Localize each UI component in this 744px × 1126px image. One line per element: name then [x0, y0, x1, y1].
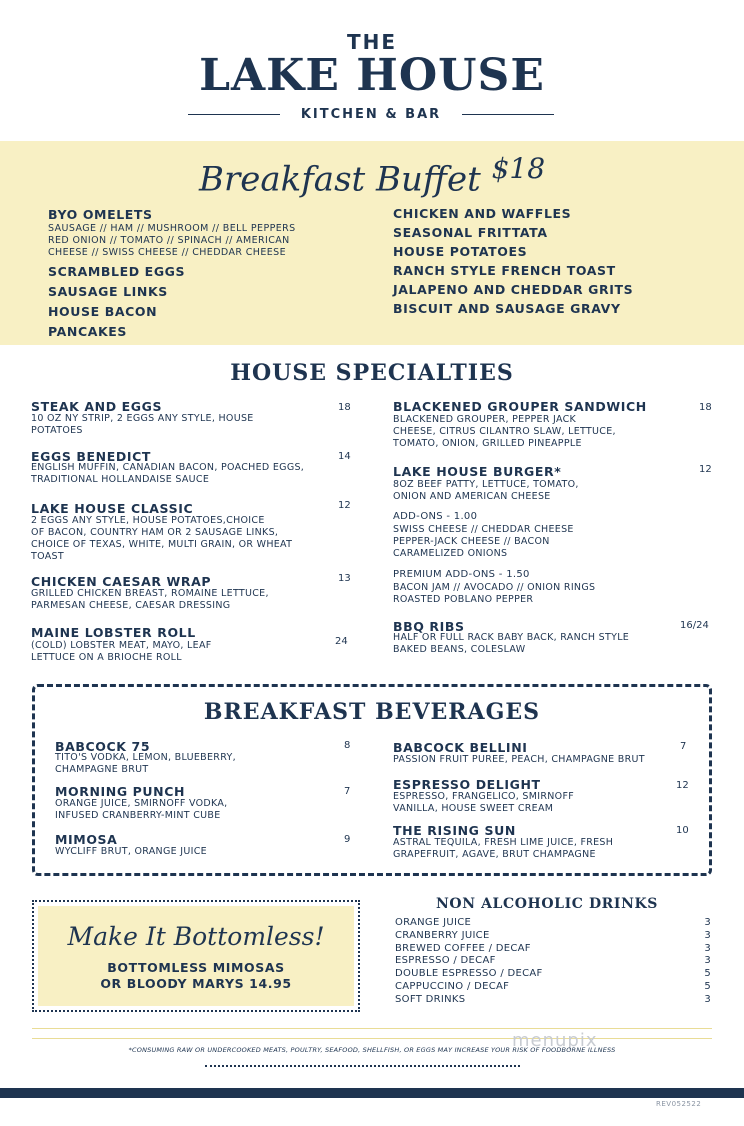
buffet-item: PANCAKES	[48, 324, 128, 339]
beverage-desc: TITO'S VODKA, LEMON, BLUEBERRY, CHAMPAGNE BRUT	[55, 752, 236, 775]
drink-price: 3	[704, 917, 711, 928]
revision-code: REV052522	[656, 1100, 702, 1108]
list-item	[395, 968, 711, 981]
buffet-item: SAUSAGE LINKS	[48, 284, 168, 299]
drink-price: 3	[704, 942, 711, 954]
non-alcoholic-title: NON ALCOHOLIC DRINKS	[436, 896, 658, 912]
buffet-title	[0, 152, 744, 199]
menu-item-price: 13	[338, 573, 351, 584]
addons-heading: ADD-ONS - 1.00	[393, 511, 478, 522]
menu-item-desc: GRILLED CHICKEN BREAST, ROMAINE LETTUCE, PARMESAN CHEESE, CAESAR DRESSING	[31, 588, 269, 611]
buffet-price: $18	[491, 152, 546, 185]
divider	[32, 1038, 712, 1039]
menu-item-desc: BLACKENED GROUPER, PEPPER JACK CHEESE, CITRUS CILANTRO SLAW, LETTUCE, TOMATO, ONION, GRILLED PINEAPPLE	[393, 414, 616, 449]
menu-item-name: CHICKEN CAESAR WRAP	[31, 574, 212, 589]
beverages-title: BREAKFAST BEVERAGES	[203, 699, 541, 725]
divider	[32, 1028, 712, 1029]
menu-item-desc: HALF OR FULL RACK BABY BACK, RANCH STYLE BAKED BEANS, COLESLAW	[393, 632, 630, 655]
drink-price: 3	[704, 993, 711, 1005]
beverage-desc: ESPRESSO, FRANGELICO, SMIRNOFF VANILLA, HOUSE SWEET CREAM	[393, 791, 574, 814]
buffet-item: BYO OMELETS	[48, 207, 153, 222]
buffet-item-desc: SAUSAGE // HAM // MUSHROOM // BELL PEPPERS RED ONION // TOMATO // SPINACH // AMERICAN CHEESE // SWISS CHEESE // CHEDDAR CHEESE	[48, 223, 296, 258]
buffet-left-column	[48, 207, 348, 344]
premium-addons-heading: PREMIUM ADD-ONS - 1.50	[393, 569, 530, 580]
divider	[188, 114, 280, 115]
list-item	[395, 917, 711, 930]
drink-name: DOUBLE ESPRESSO / DECAF	[395, 968, 543, 980]
buffet-item: HOUSE BACON	[48, 304, 158, 319]
menu-item-price: 16/24	[680, 620, 709, 631]
buffet-item: SEASONAL FRITTATA	[393, 225, 548, 240]
logo-subtitle-row	[188, 104, 554, 124]
menu-item-desc: 2 EGGS ANY STYLE, HOUSE POTATOES,CHOICE OF BACON, COUNTRY HAM OR 2 SAUSAGE LINKS, CHOICE OF TEXAS, WHITE, MULTI GRAIN, OR WHEAT TOAST	[31, 515, 293, 562]
menu-item-price: 12	[338, 500, 351, 511]
menu-item-name: EGGS BENEDICT	[31, 449, 152, 464]
beverage-price: 8	[344, 740, 351, 751]
beverage-desc: WYCLIFF BRUT, ORANGE JUICE	[55, 846, 207, 857]
drink-price: 5	[704, 968, 711, 980]
drink-name: ORANGE JUICE	[395, 917, 472, 928]
beverage-name: MIMOSA	[55, 832, 118, 847]
drink-name: ESPRESSO / DECAF	[395, 955, 496, 967]
list-item	[395, 994, 711, 1007]
bottomless-title: Make It Bottomless!	[67, 922, 325, 951]
disclaimer: *CONSUMING RAW OR UNDERCOOKED MEATS, POULTRY, SEAFOOD, SHELLFISH, OR EGGS MAY INCREASE YOUR RISK OF FOODBORNE ILLNESS	[128, 1046, 616, 1054]
menu-item-price: 18	[699, 402, 712, 413]
buffet-item: RANCH STYLE FRENCH TOAST	[393, 263, 616, 278]
drink-name: CAPPUCCINO / DECAF	[395, 980, 510, 992]
non-alcoholic-list	[395, 917, 711, 1007]
beverage-price: 7	[680, 741, 687, 752]
beverage-desc: ASTRAL TEQUILA, FRESH LIME JUICE, FRESH GRAPEFRUIT, AGAVE, BRUT CHAMPAGNE	[393, 837, 614, 860]
menu-item-desc: 8OZ BEEF PATTY, LETTUCE, TOMATO, ONION AND AMERICAN CHEESE	[393, 479, 579, 502]
menu-item-price: 24	[335, 636, 348, 647]
logo-name: LAKE HOUSE	[199, 50, 545, 101]
menu-item-name: BLACKENED GROUPER SANDWICH	[393, 399, 647, 414]
menu-item-name: LAKE HOUSE BURGER*	[393, 464, 562, 479]
bottomless-offer	[38, 960, 354, 992]
beverage-price: 12	[676, 780, 689, 791]
beverage-name: MORNING PUNCH	[55, 784, 186, 799]
premium-addons-desc: BACON JAM // AVOCADO // ONION RINGS ROASTED POBLANO PEPPER	[393, 582, 596, 605]
list-item	[395, 943, 711, 956]
specialties-title: HOUSE SPECIALTIES	[230, 360, 514, 386]
drink-name: CRANBERRY JUICE	[395, 929, 490, 941]
logo-subtitle: KITCHEN & BAR	[300, 106, 442, 122]
beverage-name: ESPRESSO DELIGHT	[393, 777, 541, 792]
menu-item-price: 18	[338, 402, 351, 413]
drink-price: 3	[704, 955, 711, 967]
menu-item-desc: ENGLISH MUFFIN, CANADIAN BACON, POACHED EGGS, TRADITIONAL HOLLANDAISE SAUCE	[31, 462, 305, 485]
menu-item-name: MAINE LOBSTER ROLL	[31, 625, 196, 640]
footer-bar	[0, 1088, 744, 1098]
list-item	[395, 930, 711, 943]
menu-item-name: LAKE HOUSE CLASSIC	[31, 501, 194, 516]
watermark: menupix	[512, 1030, 598, 1051]
buffet-item: JALAPENO AND CHEDDAR GRITS	[393, 282, 634, 297]
beverage-name: BABCOCK 75	[55, 739, 151, 754]
menu-item-price: 12	[699, 464, 712, 475]
drink-name: SOFT DRINKS	[395, 993, 466, 1005]
drink-name: BREWED COFFEE / DECAF	[395, 942, 531, 954]
menu-item-name: BBQ RIBS	[393, 619, 465, 634]
beverage-desc: ORANGE JUICE, SMIRNOFF VODKA, INFUSED CRANBERRY-MINT CUBE	[55, 798, 228, 821]
menu-item-price: 14	[338, 451, 351, 462]
list-item	[395, 981, 711, 994]
dotted-divider	[205, 1065, 520, 1067]
drink-price: 5	[704, 980, 711, 992]
drink-price: 3	[704, 929, 711, 941]
menu-item-desc: (COLD) LOBSTER MEAT, MAYO, LEAF LETTUCE ON A BRIOCHE ROLL	[31, 640, 212, 663]
menu-item-desc: 10 OZ NY STRIP, 2 EGGS ANY STYLE, HOUSE POTATOES	[31, 413, 254, 436]
list-item	[395, 955, 711, 968]
logo-the: THE	[346, 30, 398, 54]
buffet-item: BISCUIT AND SAUSAGE GRAVY	[393, 301, 621, 316]
menu-item-name: STEAK AND EGGS	[31, 399, 163, 414]
addons-desc: SWISS CHEESE // CHEDDAR CHEESE PEPPER-JACK CHEESE // BACON CARAMELIZED ONIONS	[393, 524, 574, 559]
buffet-item: HOUSE POTATOES	[393, 244, 528, 259]
beverage-price: 7	[344, 786, 351, 797]
beverage-price: 10	[676, 825, 689, 836]
divider	[462, 114, 554, 115]
bottomless-line-2: OR BLOODY MARYS 14.95	[100, 976, 292, 991]
buffet-item: CHICKEN AND WAFFLES	[393, 206, 572, 221]
beverage-price: 9	[344, 834, 351, 845]
bottomless-line-1: BOTTOMLESS MIMOSAS	[107, 960, 285, 975]
buffet-right-column	[393, 207, 693, 321]
buffet-title-text: Breakfast Buffet	[198, 159, 481, 200]
beverage-desc: PASSION FRUIT PUREE, PEACH, CHAMPAGNE BRUT	[393, 754, 645, 765]
buffet-item: SCRAMBLED EGGS	[48, 264, 186, 279]
beverage-name: THE RISING SUN	[393, 823, 516, 838]
beverage-name: BABCOCK BELLINI	[393, 740, 528, 755]
